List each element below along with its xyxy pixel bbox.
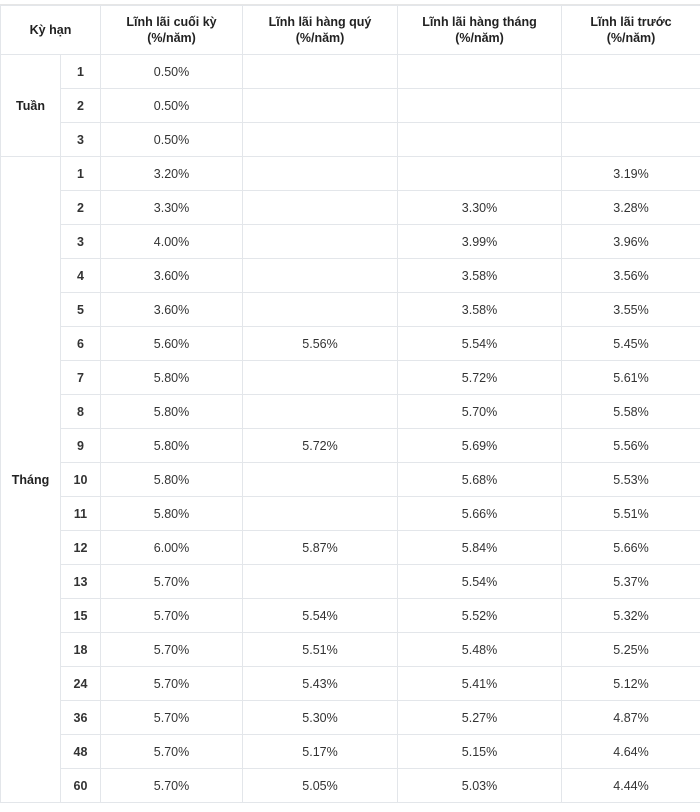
term-cell: 1 xyxy=(61,157,101,191)
rate-cell-upfront xyxy=(562,55,700,89)
header-end-of-term-line2: (%/năm) xyxy=(147,31,196,45)
rate-cell-end-of-term: 5.80% xyxy=(101,429,243,463)
rate-cell-quarterly: 5.30% xyxy=(243,701,398,735)
rate-cell-end-of-term: 5.80% xyxy=(101,395,243,429)
rate-cell-upfront: 4.44% xyxy=(562,769,700,803)
rate-cell-end-of-term: 5.70% xyxy=(101,769,243,803)
rate-cell-monthly: 5.70% xyxy=(398,395,562,429)
rate-cell-monthly: 5.69% xyxy=(398,429,562,463)
table-row xyxy=(1,701,700,735)
rate-cell-quarterly: 5.05% xyxy=(243,769,398,803)
table-row xyxy=(1,599,700,633)
table-row xyxy=(1,123,700,157)
header-monthly xyxy=(398,6,562,55)
header-row xyxy=(1,6,700,55)
rate-cell-quarterly: 5.43% xyxy=(243,667,398,701)
rate-cell-quarterly: 5.72% xyxy=(243,429,398,463)
rate-cell-upfront: 5.58% xyxy=(562,395,700,429)
rate-cell-quarterly xyxy=(243,259,398,293)
header-end-of-term xyxy=(101,6,243,55)
rate-cell-end-of-term: 5.80% xyxy=(101,361,243,395)
table-row xyxy=(1,157,700,191)
term-cell: 6 xyxy=(61,327,101,361)
rate-cell-upfront: 5.51% xyxy=(562,497,700,531)
rate-cell-monthly: 5.15% xyxy=(398,735,562,769)
rate-cell-end-of-term: 0.50% xyxy=(101,123,243,157)
header-end-of-term-line1: Lĩnh lãi cuối kỳ xyxy=(126,15,217,29)
rate-cell-upfront: 3.19% xyxy=(562,157,700,191)
rate-cell-upfront: 4.64% xyxy=(562,735,700,769)
header-quarterly xyxy=(243,6,398,55)
rate-cell-monthly: 5.48% xyxy=(398,633,562,667)
rate-cell-quarterly: 5.56% xyxy=(243,327,398,361)
rate-cell-quarterly xyxy=(243,191,398,225)
table-row xyxy=(1,361,700,395)
rate-cell-quarterly xyxy=(243,225,398,259)
rate-cell-quarterly xyxy=(243,123,398,157)
rate-cell-end-of-term: 5.60% xyxy=(101,327,243,361)
header-term-label: Kỳ hạn xyxy=(29,23,72,37)
rate-cell-monthly: 5.54% xyxy=(398,565,562,599)
rate-cell-quarterly: 5.17% xyxy=(243,735,398,769)
rate-cell-upfront: 5.66% xyxy=(562,531,700,565)
rate-cell-monthly xyxy=(398,55,562,89)
rate-cell-end-of-term: 6.00% xyxy=(101,531,243,565)
rate-cell-upfront: 5.37% xyxy=(562,565,700,599)
header-term xyxy=(1,6,101,55)
rate-cell-end-of-term: 3.60% xyxy=(101,259,243,293)
table-row xyxy=(1,89,700,123)
rate-cell-upfront: 5.61% xyxy=(562,361,700,395)
rate-cell-upfront: 3.56% xyxy=(562,259,700,293)
rate-cell-monthly: 5.84% xyxy=(398,531,562,565)
term-cell: 11 xyxy=(61,497,101,531)
rate-cell-quarterly xyxy=(243,395,398,429)
rate-cell-upfront: 3.96% xyxy=(562,225,700,259)
rate-cell-end-of-term: 5.80% xyxy=(101,497,243,531)
term-cell: 60 xyxy=(61,769,101,803)
header-upfront xyxy=(562,6,700,55)
term-cell: 8 xyxy=(61,395,101,429)
rate-cell-end-of-term: 5.70% xyxy=(101,599,243,633)
rate-cell-quarterly xyxy=(243,463,398,497)
table-row xyxy=(1,55,700,89)
rate-cell-quarterly xyxy=(243,293,398,327)
table-row xyxy=(1,769,700,803)
rate-cell-end-of-term: 5.70% xyxy=(101,667,243,701)
rate-cell-end-of-term: 0.50% xyxy=(101,89,243,123)
term-cell: 24 xyxy=(61,667,101,701)
rate-cell-monthly: 3.58% xyxy=(398,259,562,293)
rate-cell-monthly: 5.03% xyxy=(398,769,562,803)
rate-cell-quarterly xyxy=(243,89,398,123)
rate-cell-end-of-term: 5.80% xyxy=(101,463,243,497)
table-row xyxy=(1,565,700,599)
rate-cell-end-of-term: 0.50% xyxy=(101,55,243,89)
term-cell: 12 xyxy=(61,531,101,565)
table-row xyxy=(1,225,700,259)
rate-cell-upfront: 4.87% xyxy=(562,701,700,735)
rate-cell-upfront: 5.45% xyxy=(562,327,700,361)
rate-cell-upfront: 5.12% xyxy=(562,667,700,701)
term-cell: 7 xyxy=(61,361,101,395)
rate-cell-quarterly xyxy=(243,565,398,599)
rate-cell-monthly: 3.99% xyxy=(398,225,562,259)
table-row xyxy=(1,191,700,225)
rate-cell-upfront: 5.56% xyxy=(562,429,700,463)
table-row xyxy=(1,463,700,497)
rate-cell-monthly: 5.66% xyxy=(398,497,562,531)
rate-cell-upfront: 5.53% xyxy=(562,463,700,497)
table-header xyxy=(1,6,700,55)
header-upfront-line1: Lĩnh lãi trước xyxy=(590,15,672,29)
term-cell: 15 xyxy=(61,599,101,633)
rate-cell-quarterly: 5.54% xyxy=(243,599,398,633)
rate-cell-monthly: 3.58% xyxy=(398,293,562,327)
rate-cell-monthly: 5.27% xyxy=(398,701,562,735)
table-row xyxy=(1,395,700,429)
term-cell: 36 xyxy=(61,701,101,735)
rate-cell-quarterly xyxy=(243,361,398,395)
rate-cell-monthly: 5.72% xyxy=(398,361,562,395)
term-cell: 3 xyxy=(61,225,101,259)
term-cell: 5 xyxy=(61,293,101,327)
rate-cell-upfront: 5.32% xyxy=(562,599,700,633)
rate-cell-end-of-term: 5.70% xyxy=(101,633,243,667)
table-row xyxy=(1,429,700,463)
header-quarterly-line2: (%/năm) xyxy=(295,31,345,45)
header-monthly-line2: (%/năm) xyxy=(455,31,504,45)
table-row xyxy=(1,667,700,701)
header-quarterly-line1: Lĩnh lãi hàng quý xyxy=(268,15,372,29)
group-label: Tuần xyxy=(1,55,61,157)
table-row xyxy=(1,327,700,361)
rate-cell-monthly xyxy=(398,123,562,157)
interest-rate-table xyxy=(0,5,700,803)
term-cell: 1 xyxy=(61,55,101,89)
term-cell: 48 xyxy=(61,735,101,769)
table-row xyxy=(1,293,700,327)
term-cell: 18 xyxy=(61,633,101,667)
rate-cell-upfront: 3.28% xyxy=(562,191,700,225)
table-body xyxy=(1,55,700,803)
term-cell: 4 xyxy=(61,259,101,293)
rate-cell-upfront xyxy=(562,123,700,157)
rate-cell-monthly xyxy=(398,89,562,123)
term-cell: 9 xyxy=(61,429,101,463)
rate-cell-upfront xyxy=(562,89,700,123)
rate-cell-quarterly xyxy=(243,497,398,531)
table-row xyxy=(1,497,700,531)
rate-cell-monthly xyxy=(398,157,562,191)
table-row xyxy=(1,259,700,293)
term-cell: 3 xyxy=(61,123,101,157)
rate-cell-quarterly: 5.51% xyxy=(243,633,398,667)
rate-cell-end-of-term: 3.30% xyxy=(101,191,243,225)
table-row xyxy=(1,735,700,769)
rate-cell-monthly: 5.52% xyxy=(398,599,562,633)
rate-cell-end-of-term: 3.60% xyxy=(101,293,243,327)
header-upfront-line2: (%/năm) xyxy=(606,31,656,45)
term-cell: 13 xyxy=(61,565,101,599)
rate-cell-monthly: 5.41% xyxy=(398,667,562,701)
table-row xyxy=(1,633,700,667)
term-cell: 2 xyxy=(61,191,101,225)
group-label: Tháng xyxy=(1,157,61,803)
rate-cell-quarterly xyxy=(243,55,398,89)
table-row xyxy=(1,531,700,565)
rate-cell-monthly: 5.54% xyxy=(398,327,562,361)
rate-cell-end-of-term: 5.70% xyxy=(101,735,243,769)
rate-cell-end-of-term: 3.20% xyxy=(101,157,243,191)
rate-cell-quarterly xyxy=(243,157,398,191)
term-cell: 10 xyxy=(61,463,101,497)
rate-cell-end-of-term: 5.70% xyxy=(101,565,243,599)
rate-cell-quarterly: 5.87% xyxy=(243,531,398,565)
term-cell: 2 xyxy=(61,89,101,123)
rate-cell-end-of-term: 4.00% xyxy=(101,225,243,259)
rate-cell-upfront: 3.55% xyxy=(562,293,700,327)
rate-cell-monthly: 5.68% xyxy=(398,463,562,497)
header-monthly-line1: Lĩnh lãi hàng tháng xyxy=(422,15,537,29)
rate-cell-monthly: 3.30% xyxy=(398,191,562,225)
rate-cell-end-of-term: 5.70% xyxy=(101,701,243,735)
rate-cell-upfront: 5.25% xyxy=(562,633,700,667)
